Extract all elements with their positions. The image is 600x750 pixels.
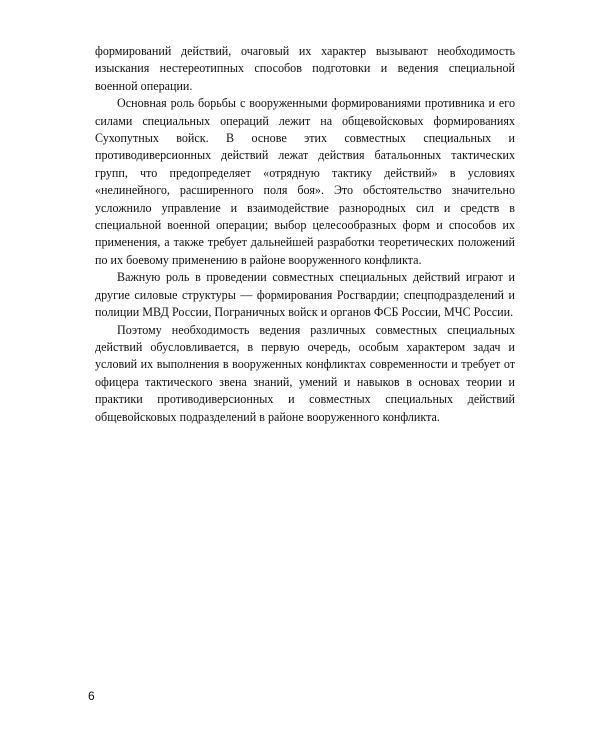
paragraph: Поэтому необходимость ведения различных совместных специальных действий обусловливается, в первую очередь, особым характером задач и условий их выполнения в вооруженных конфликтах современности и требует от офицера тактического звена знаний, умений и навыков в основах теории и практики противодиверсионных и совместных специальных действий общевойсковых подразделений в районе вооруженного конфликта.: [95, 322, 515, 424]
paragraph: Важную роль в проведении совместных специальных действий играют и другие силовые структуры — формирования Росгвардии; спецподразделений и полиции МВД России, Пограничных войск и органов ФСБ России, МЧС России.: [95, 270, 515, 320]
paragraph: Основная роль борьбы с вооруженными формированиями противника и его силами специальных операций лежит на общевойсковых формированиях Сухопутных войск. В основе этих совместных специальных и противодиверсионных действий лежат действия батальонных тактических групп, что предопределяет «отрядную тактику действий» в условиях «нелинейного, расширенного поля боя». Это обстоятельство значительно усложнило управление и взаимодействие разнородных сил и средств в специальной военной операции; выбор целесообразных форм и способов их применения, а также требует дальнейшей разработки теоретических положений по их боевому применению в районе вооруженного конфликта.: [95, 96, 515, 267]
paragraph-continued: формирований действий, очаговый их характер вызывают необходимость изыскания нестереотипных способов подготовки и ведения специальной военной операции.: [95, 44, 515, 93]
body-text: [95, 43, 515, 426]
page-number: 6: [88, 689, 95, 703]
